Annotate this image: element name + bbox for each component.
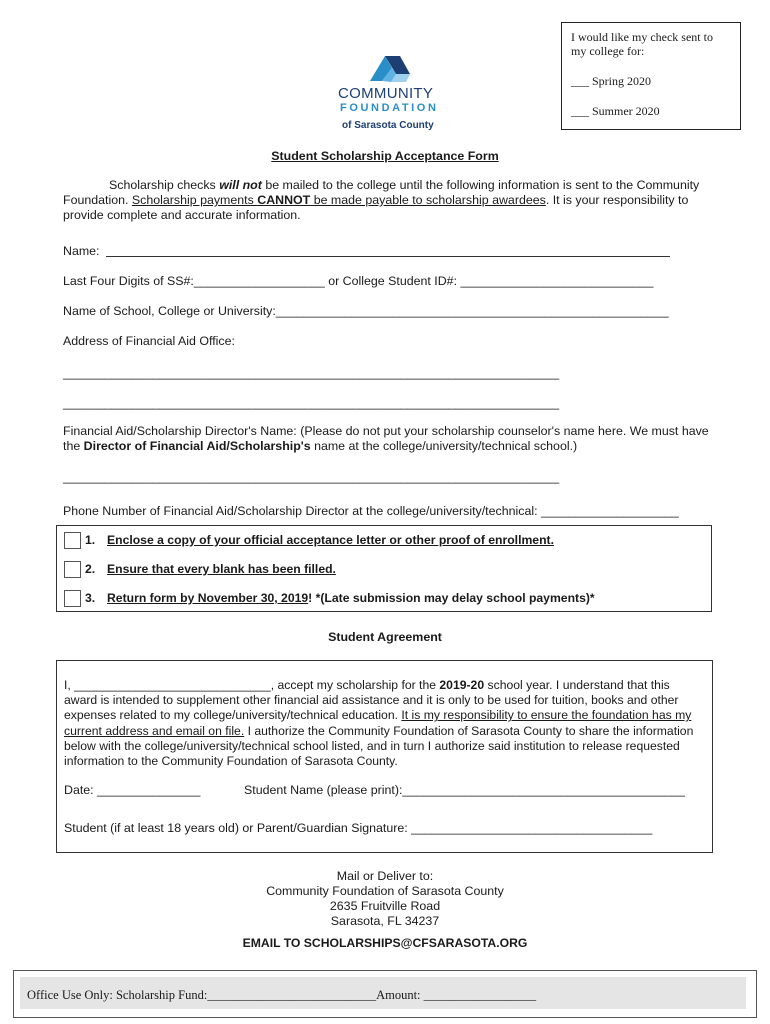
mail-line-4: Sarasota, FL 34237 [330,914,440,928]
mail-block [0,869,770,929]
office-use-box [13,970,757,1018]
ss-id-field[interactable]: Last Four Digits of SS#:___________________ or College Student ID#: ____________________________ [63,274,654,288]
step-1-checkbox[interactable] [64,532,81,549]
name-label: Name: [63,244,100,258]
agreement-text: I, _____________________________, accept my scholarship for the 2019-20 school year. I understand that this award is intended to supplement other financial aid assistance and it is only to be used for tuition, books and other expenses related to my college/university/technical education. It is my responsibility to ensure the foundation has my current address and email on file. I authorize the Community Foundation of Sarasota County to share the information below with the college/university/technical school listed, and in turn I authorize said institution to release requested information to the Community Foundation of Sarasota County. [64,678,694,769]
mail-line-2: Community Foundation of Sarasota County [266,884,504,898]
step-3-checkbox[interactable] [64,590,81,607]
director-instructions: Financial Aid/Scholarship Director's Name: (Please do not put your scholarship counselor's name here. We must have the Director of Financial Aid/Scholarship's name at the college/university/technical school.) [63,424,709,453]
address-line-1[interactable]: ________________________________________________________________________ [63,366,560,380]
logo-foundation: FOUNDATION [340,102,439,114]
agreement-heading: Student Agreement [328,630,442,644]
intro-paragraph: Scholarship checks will not be mailed to the college until the following information is sent to the Community Foundation. Scholarship payments CANNOT be made payable to scholarship awardees. It is your responsibility to provide complete and accurate information. [63,178,700,222]
summer-option[interactable]: ___ Summer 2020 [571,104,660,118]
email-instruction: EMAIL TO SCHOLARSHIPS@CFSARASOTA.ORG [242,936,528,950]
signature-field[interactable]: Student (if at least 18 years old) or Parent/Guardian Signature: ___________________________________ [64,821,653,835]
step-1: 1. Enclose a copy of your official acceptance letter or other proof of enrollment. [85,533,554,547]
phone-field[interactable]: Phone Number of Financial Aid/Scholarship Director at the college/university/technical: ____________________ [63,504,679,518]
logo-county: of Sarasota County [342,120,434,131]
mail-line-3: 2635 Fruitville Road [329,899,441,913]
step-2-checkbox[interactable] [64,561,81,578]
date-field[interactable]: Date: _______________ [64,783,201,797]
address-line-2[interactable]: ________________________________________________________________________ [63,396,560,410]
check-pref-line1: I would like my check sent to [571,30,713,44]
student-name-field[interactable]: Student Name (please print):_________________________________________ [244,783,685,797]
step-2: 2. Ensure that every blank has been filled. [85,562,336,576]
mail-line-1: Mail or Deliver to: [336,869,434,883]
name-field[interactable] [106,256,670,257]
director-name-line[interactable]: ________________________________________________________________________ [63,470,560,484]
check-preference-box [561,22,741,130]
step-3: 3. Return form by November 30, 2019! *(Late submission may delay school payments)* [85,591,595,605]
logo-mark-icon [330,52,450,86]
school-field[interactable]: Name of School, College or University:_________________________________________________________ [63,304,669,318]
office-use-text: Office Use Only: Scholarship Fund:___________________________Amount: __________________ [27,988,537,1002]
check-pref-line2: my college for: [571,44,645,58]
logo [330,52,450,136]
logo-community: COMMUNITY [338,85,434,102]
checklist-box [56,525,712,612]
agreement-box [56,660,713,853]
address-label: Address of Financial Aid Office: [63,334,235,348]
spring-option[interactable]: ___ Spring 2020 [571,74,652,88]
form-title: Student Scholarship Acceptance Form [271,149,499,163]
